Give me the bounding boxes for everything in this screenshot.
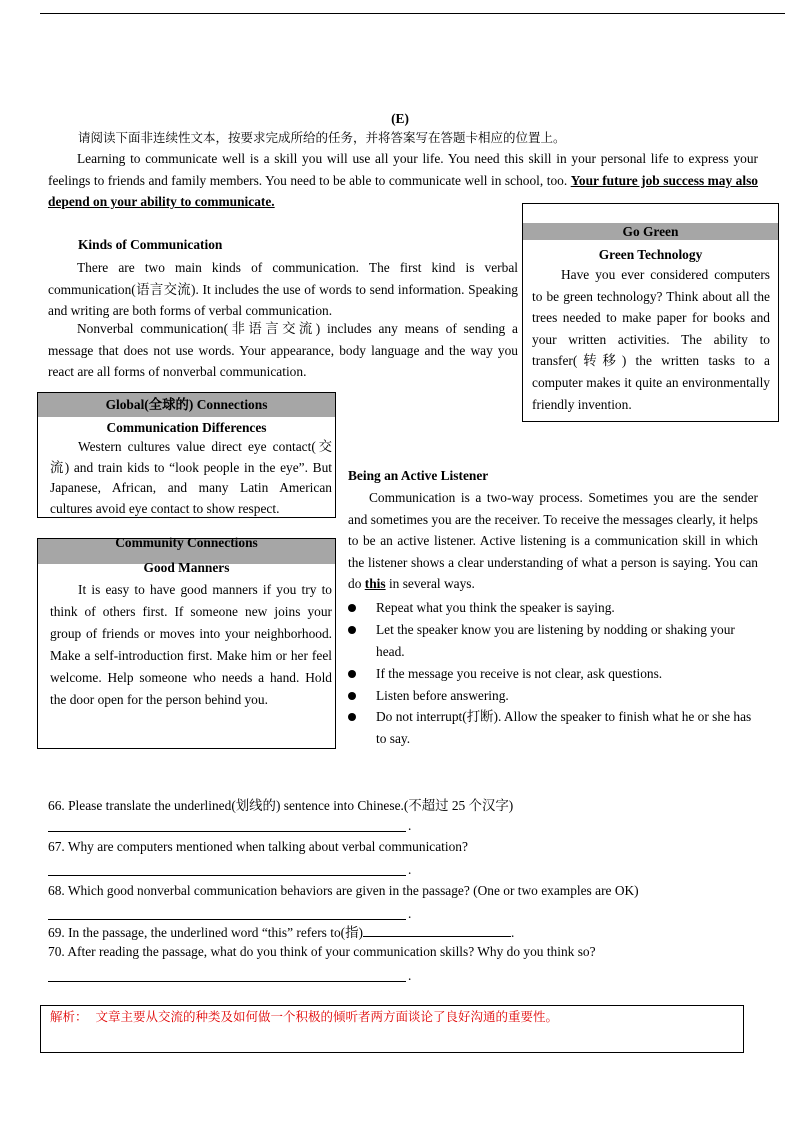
answer-line-period: . — [408, 906, 412, 921]
kinds-paragraph-1: There are two main kinds of communication. The first kind is verbal communication(语言交流). It includes the use of words to send information. Speaking and writing are both forms of verbal communication. — [48, 260, 518, 318]
bullet-dot-icon — [348, 692, 356, 700]
analysis-box — [40, 1005, 744, 1053]
analysis-content: 文章主要从交流的种类及如何做一个积极的倾听者两方面谈论了良好沟通的重要性。 — [95, 1009, 558, 1024]
answer-line-period: . — [408, 968, 412, 983]
answer-line-66[interactable] — [48, 815, 406, 832]
answer-line-68[interactable] — [48, 903, 406, 920]
community-connections-box — [37, 535, 336, 749]
bullet-text: Let the speaker know you are listening by nodding or shaking your head. — [376, 622, 735, 659]
bullet-dot-icon — [348, 670, 356, 678]
bullet-text: Do not interrupt(打断). Allow the speaker to finish what he or she has to say. — [376, 709, 752, 746]
bullet-dot-icon — [348, 626, 356, 634]
global-body: Western cultures value direct eye contact(交流) and train kids to “look people in the eye”. But Japanese, African, and many Latin American cultures avoid eye contact to show respect. — [50, 439, 332, 516]
section-label: (E) — [391, 111, 409, 126]
bullet-text: Listen before answering. — [376, 688, 509, 703]
answer-blank-period: . — [510, 925, 515, 940]
bullet-text: Repeat what you think the speaker is saying. — [376, 600, 615, 615]
kinds-paragraph-2: Nonverbal communication(非语言交流) includes any means of sending a message that does not use words. Your appearance, body language and the way you react are all forms of nonverbal communication. — [48, 321, 518, 379]
go-green-header: Go Green — [523, 223, 778, 240]
global-title: Communication Differences — [106, 420, 267, 435]
kinds-heading: Kinds of Communication — [78, 237, 223, 252]
analysis-text — [50, 1008, 580, 1025]
bullet-dot-icon — [348, 604, 356, 612]
question-68: 68. Which good nonverbal communication behaviors are given in the passage? (One or two examples are OK) — [48, 883, 639, 898]
community-header: Community Connections — [38, 539, 335, 564]
answer-line-period: . — [408, 862, 412, 877]
global-header: Global(全球的) Connections — [38, 393, 335, 417]
listener-heading: Being an Active Listener — [348, 468, 489, 483]
listener-underlined-this: this — [364, 576, 386, 591]
community-title: Good Manners — [143, 560, 230, 575]
bullet-dot-icon — [348, 713, 356, 721]
question-69 — [48, 922, 514, 941]
answer-line-67[interactable] — [48, 859, 406, 876]
global-connections-box — [37, 392, 336, 518]
answer-line-70[interactable] — [48, 965, 406, 982]
answer-blank-69[interactable] — [363, 924, 511, 937]
question-69-text: 69. In the passage, the underlined word “this” refers to(指) — [48, 925, 363, 940]
listener-text-before: Communication is a two-way process. Sometimes you are the sender and sometimes you are the receiver. To receive the messages clearly, it helps to be an active listener. Active listening is a communication skill in which the listener shows a clear understanding of what a person is saying. You can do — [348, 490, 758, 591]
community-body: It is easy to have good manners if you try to think of others first. If someone new joins your group of friends or moves into your neighborhood. Make a self-introduction first. Make him or her feel welcome. Help someone who needs a hand. Hold the door open for the person behind you. — [50, 582, 332, 707]
go-green-title: Green Technology — [598, 247, 703, 262]
instruction-text: 请阅读下面非连续性文本，按要求完成所给的任务，并将答案写在答题卡相应的位置上。 — [78, 130, 566, 145]
analysis-label: 解析： — [50, 1009, 88, 1024]
question-67: 67. Why are computers mentioned when talking about verbal communication? — [48, 839, 468, 854]
intro-underlined-sentence: Your future job success may also depend on your ability to communicate. — [48, 172, 759, 209]
question-66: 66. Please translate the underlined(划线的) sentence into Chinese.(不超过 25 个汉字) — [48, 798, 514, 813]
question-70: 70. After reading the passage, what do you think of your communication skills? Why do you think so? — [48, 944, 596, 959]
top-rule — [40, 13, 785, 14]
listener-text-after: in several ways. — [385, 576, 475, 591]
listener-paragraph — [348, 487, 758, 595]
answer-line-period: . — [408, 818, 412, 833]
go-green-box — [522, 203, 779, 422]
go-green-body: Have you ever considered computers to be green technology? Think about all the trees needed to make paper for books and your written activities. The ability to transfer(转移) the written tasks to a computer makes it quite an environmentally friendly invention. — [532, 267, 770, 412]
intro-text: Learning to communicate well is a skill you will use all your life. You need this skill in your personal life to express your feelings to friends and family members. You need to be able to communicate well in school, too. — [48, 151, 758, 188]
bullet-text: If the message you receive is not clear, ask questions. — [376, 666, 663, 681]
